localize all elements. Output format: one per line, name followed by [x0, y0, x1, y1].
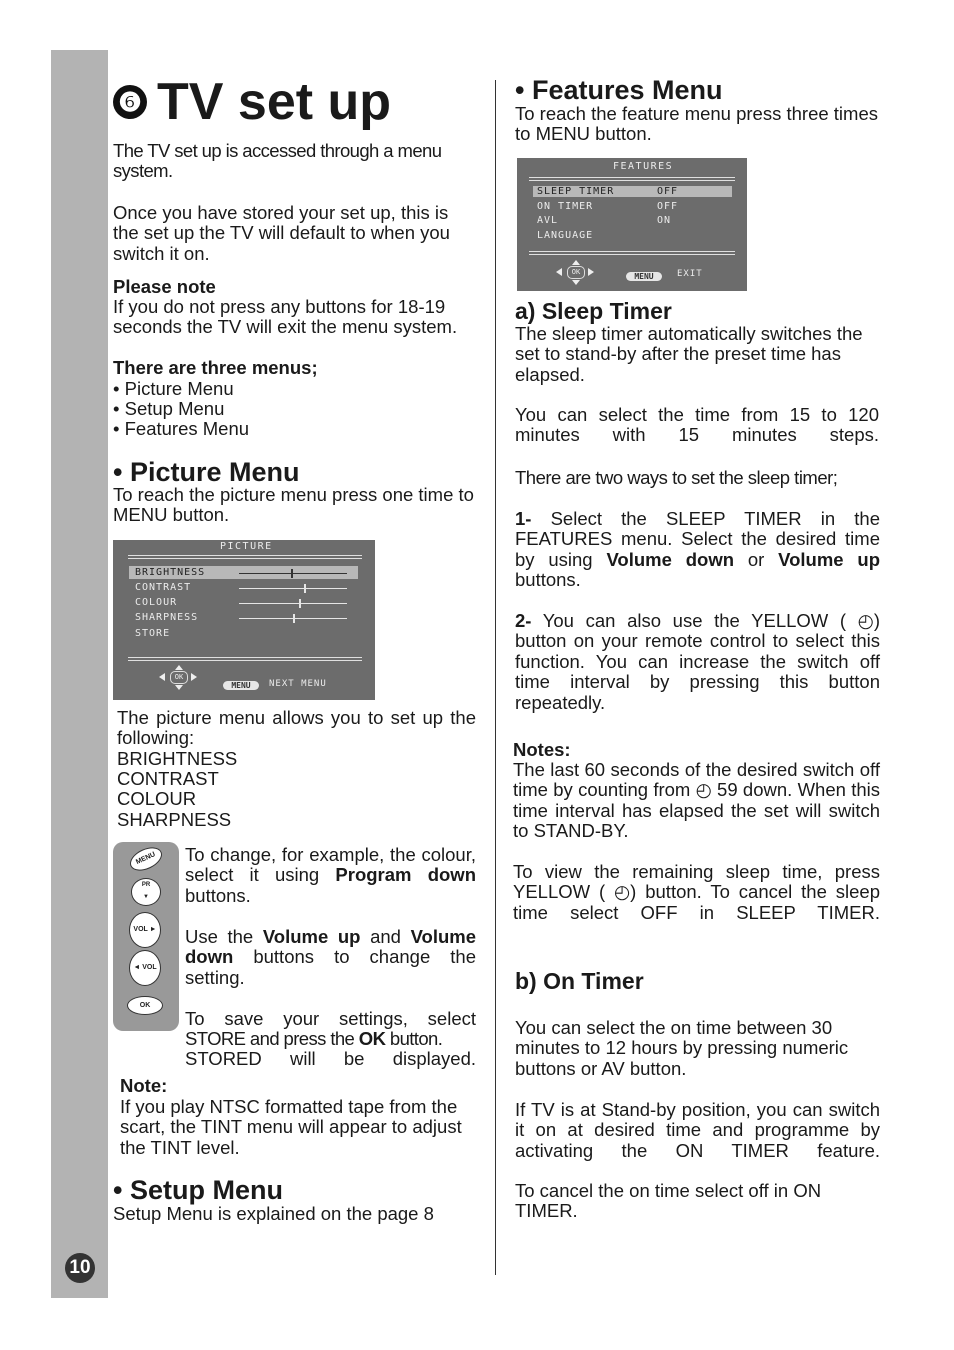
menu-list-item: • Features Menu [113, 418, 250, 439]
screen-rule [128, 555, 362, 556]
intro-paragraph-1: The TV set up is accessed through a menu system. [113, 140, 442, 182]
picture-item: COLOUR [117, 788, 197, 809]
features-row-value: OFF [657, 186, 679, 197]
screen-rule [529, 254, 735, 255]
features-row-label: ON TIMER [537, 201, 594, 212]
colour-slider [239, 603, 347, 604]
screen-rule [529, 177, 735, 178]
page-sidebar [51, 50, 108, 1298]
volume-down-button-icon: ◄ VOL [129, 950, 161, 986]
menu-key-icon: MENU [223, 681, 259, 690]
ok-pad-icon: OK [170, 671, 188, 684]
picture-item: CONTRAST [117, 768, 219, 789]
change-instructions: To change, for example, the colour, select it using Program down buttons. [185, 844, 476, 906]
on-timer-text-2: If TV is at Stand-by position, you can switch it on at desired time and programme by activating the ON TIMER feature. [515, 1099, 880, 1161]
colour-knob [299, 599, 301, 608]
sleep-timer-text-2: You can select the time from 15 to 120 minutes with 15 minutes steps. [515, 404, 879, 446]
screen-rule [128, 660, 362, 661]
picture-menu-reach: To reach the picture menu press one time to MENU button. [113, 484, 474, 526]
screen-item: STORE [135, 628, 171, 639]
screen-rule [128, 657, 362, 658]
notes-heading: Notes: [513, 739, 571, 760]
features-row-label: LANGUAGE [537, 230, 594, 241]
down-arrow-icon [175, 685, 183, 690]
ok-button-icon: OK [127, 996, 163, 1015]
note-text: If you play NTSC formatted tape from the scart, the TINT menu will appear to adjust the TINT level. [120, 1096, 462, 1158]
brightness-slider [239, 573, 347, 574]
features-row-label: SLEEP TIMER [537, 186, 615, 197]
save-line-2: STORE and press the OK button. [185, 1028, 443, 1049]
features-menu-heading: • Features Menu [515, 75, 723, 105]
picture-menu-screen [113, 540, 375, 700]
please-note-text: If you do not press any buttons for 18-19 seconds the TV will exit the menu system. [113, 296, 458, 338]
left-arrow-icon [556, 268, 562, 276]
screen-caption: PICTURE [220, 541, 273, 552]
screen-rule [529, 251, 735, 252]
page-title: ❻ TV set up [113, 72, 391, 132]
screen-rule [529, 180, 735, 181]
features-menu-screen [517, 158, 747, 291]
sleep-timer-heading: a) Sleep Timer [515, 298, 672, 324]
volume-instructions: Use the Volume up and Volume down buttons to change the setting. [185, 926, 477, 988]
notes-text-2: To view the remaining sleep time, press YELLOW ( ◴) button. To cancel the sleep time select OFF in SLEEP TIMER. [513, 861, 880, 923]
program-button-icon: PR ▼ [131, 878, 161, 906]
save-line-1: To save your settings, select [185, 1008, 476, 1029]
right-arrow-icon [588, 268, 594, 276]
save-line-3: STORED will be displayed. [185, 1048, 476, 1069]
up-arrow-icon [175, 665, 183, 670]
picture-allows-text: The picture menu allows you to set up the following: [117, 707, 476, 749]
column-divider [495, 80, 496, 1275]
sleep-timer-text-1: The sleep timer automatically switches the set to stand-by after the preset time has elapsed. [515, 323, 863, 385]
picture-menu-heading: • Picture Menu [113, 457, 300, 487]
screen-rule [128, 558, 362, 559]
on-timer-text-1: You can select the on time between 30 minutes to 12 hours by pressing numeric buttons or AV button. [515, 1017, 849, 1079]
features-row-value: OFF [657, 201, 679, 212]
up-arrow-icon [572, 260, 580, 265]
features-row-label: AVL [537, 215, 559, 226]
sleep-way-1: 1- Select the SLEEP TIMER in the FEATURES menu. Select the desired time by using Volume down or Volume up buttons. [515, 508, 881, 591]
on-timer-text-3: To cancel the on time select off in ON TIMER. [515, 1180, 822, 1222]
sharpness-knob [293, 614, 295, 623]
ok-pad-icon: OK [567, 266, 585, 279]
picture-item: SHARPNESS [117, 809, 232, 830]
setup-menu-heading: • Setup Menu [113, 1175, 283, 1205]
screen-item: COLOUR [135, 597, 178, 608]
picture-item: BRIGHTNESS [117, 748, 238, 769]
remote-control-illustration [113, 842, 179, 1031]
notes-text-1: The last 60 seconds of the desired switch off time by counting from ◴ 59 down. When this time interval has elapsed the set will switch to STAND-BY. [513, 759, 880, 842]
section-number-icon: ❻ [113, 85, 147, 119]
intro-paragraph-2: Once you have stored your set up, this is the set up the TV will default to when you switch it on. [113, 202, 450, 264]
features-row-value: ON [657, 215, 672, 226]
contrast-slider [239, 588, 347, 589]
exit-label: EXIT [677, 269, 703, 279]
setup-menu-text: Setup Menu is explained on the page 8 [113, 1203, 434, 1224]
please-note-heading: Please note [113, 276, 216, 297]
menu-list-item: • Picture Menu [113, 378, 234, 399]
down-arrow-icon [572, 280, 580, 285]
note-heading: Note: [120, 1075, 168, 1096]
three-menus-heading: There are three menus; [113, 357, 318, 378]
brightness-knob [291, 569, 293, 578]
screen-item: BRIGHTNESS [135, 567, 206, 578]
sleep-way-2: 2- You can also use the YELLOW ( ◴) button on your remote control to select this function. You can increase the switch off time interval by pressing this button repeatedly. [515, 610, 880, 713]
features-menu-reach: To reach the feature menu press three times to MENU button. [515, 103, 878, 145]
menu-button-icon: MENU [126, 843, 165, 875]
volume-up-button-icon: VOL ► [129, 912, 161, 948]
left-arrow-icon [159, 673, 165, 681]
page-number: 10 [65, 1253, 95, 1283]
menu-list-item: • Setup Menu [113, 398, 225, 419]
right-arrow-icon [191, 673, 197, 681]
on-timer-heading: b) On Timer [515, 968, 644, 994]
menu-key-icon: MENU [626, 272, 662, 281]
sleep-timer-text-3: There are two ways to set the sleep timer; [515, 467, 838, 488]
contrast-knob [304, 584, 306, 593]
next-menu-label: NEXT MENU [269, 679, 327, 689]
screen-caption: FEATURES [613, 161, 674, 172]
screen-item: CONTRAST [135, 582, 192, 593]
screen-item: SHARPNESS [135, 612, 199, 623]
